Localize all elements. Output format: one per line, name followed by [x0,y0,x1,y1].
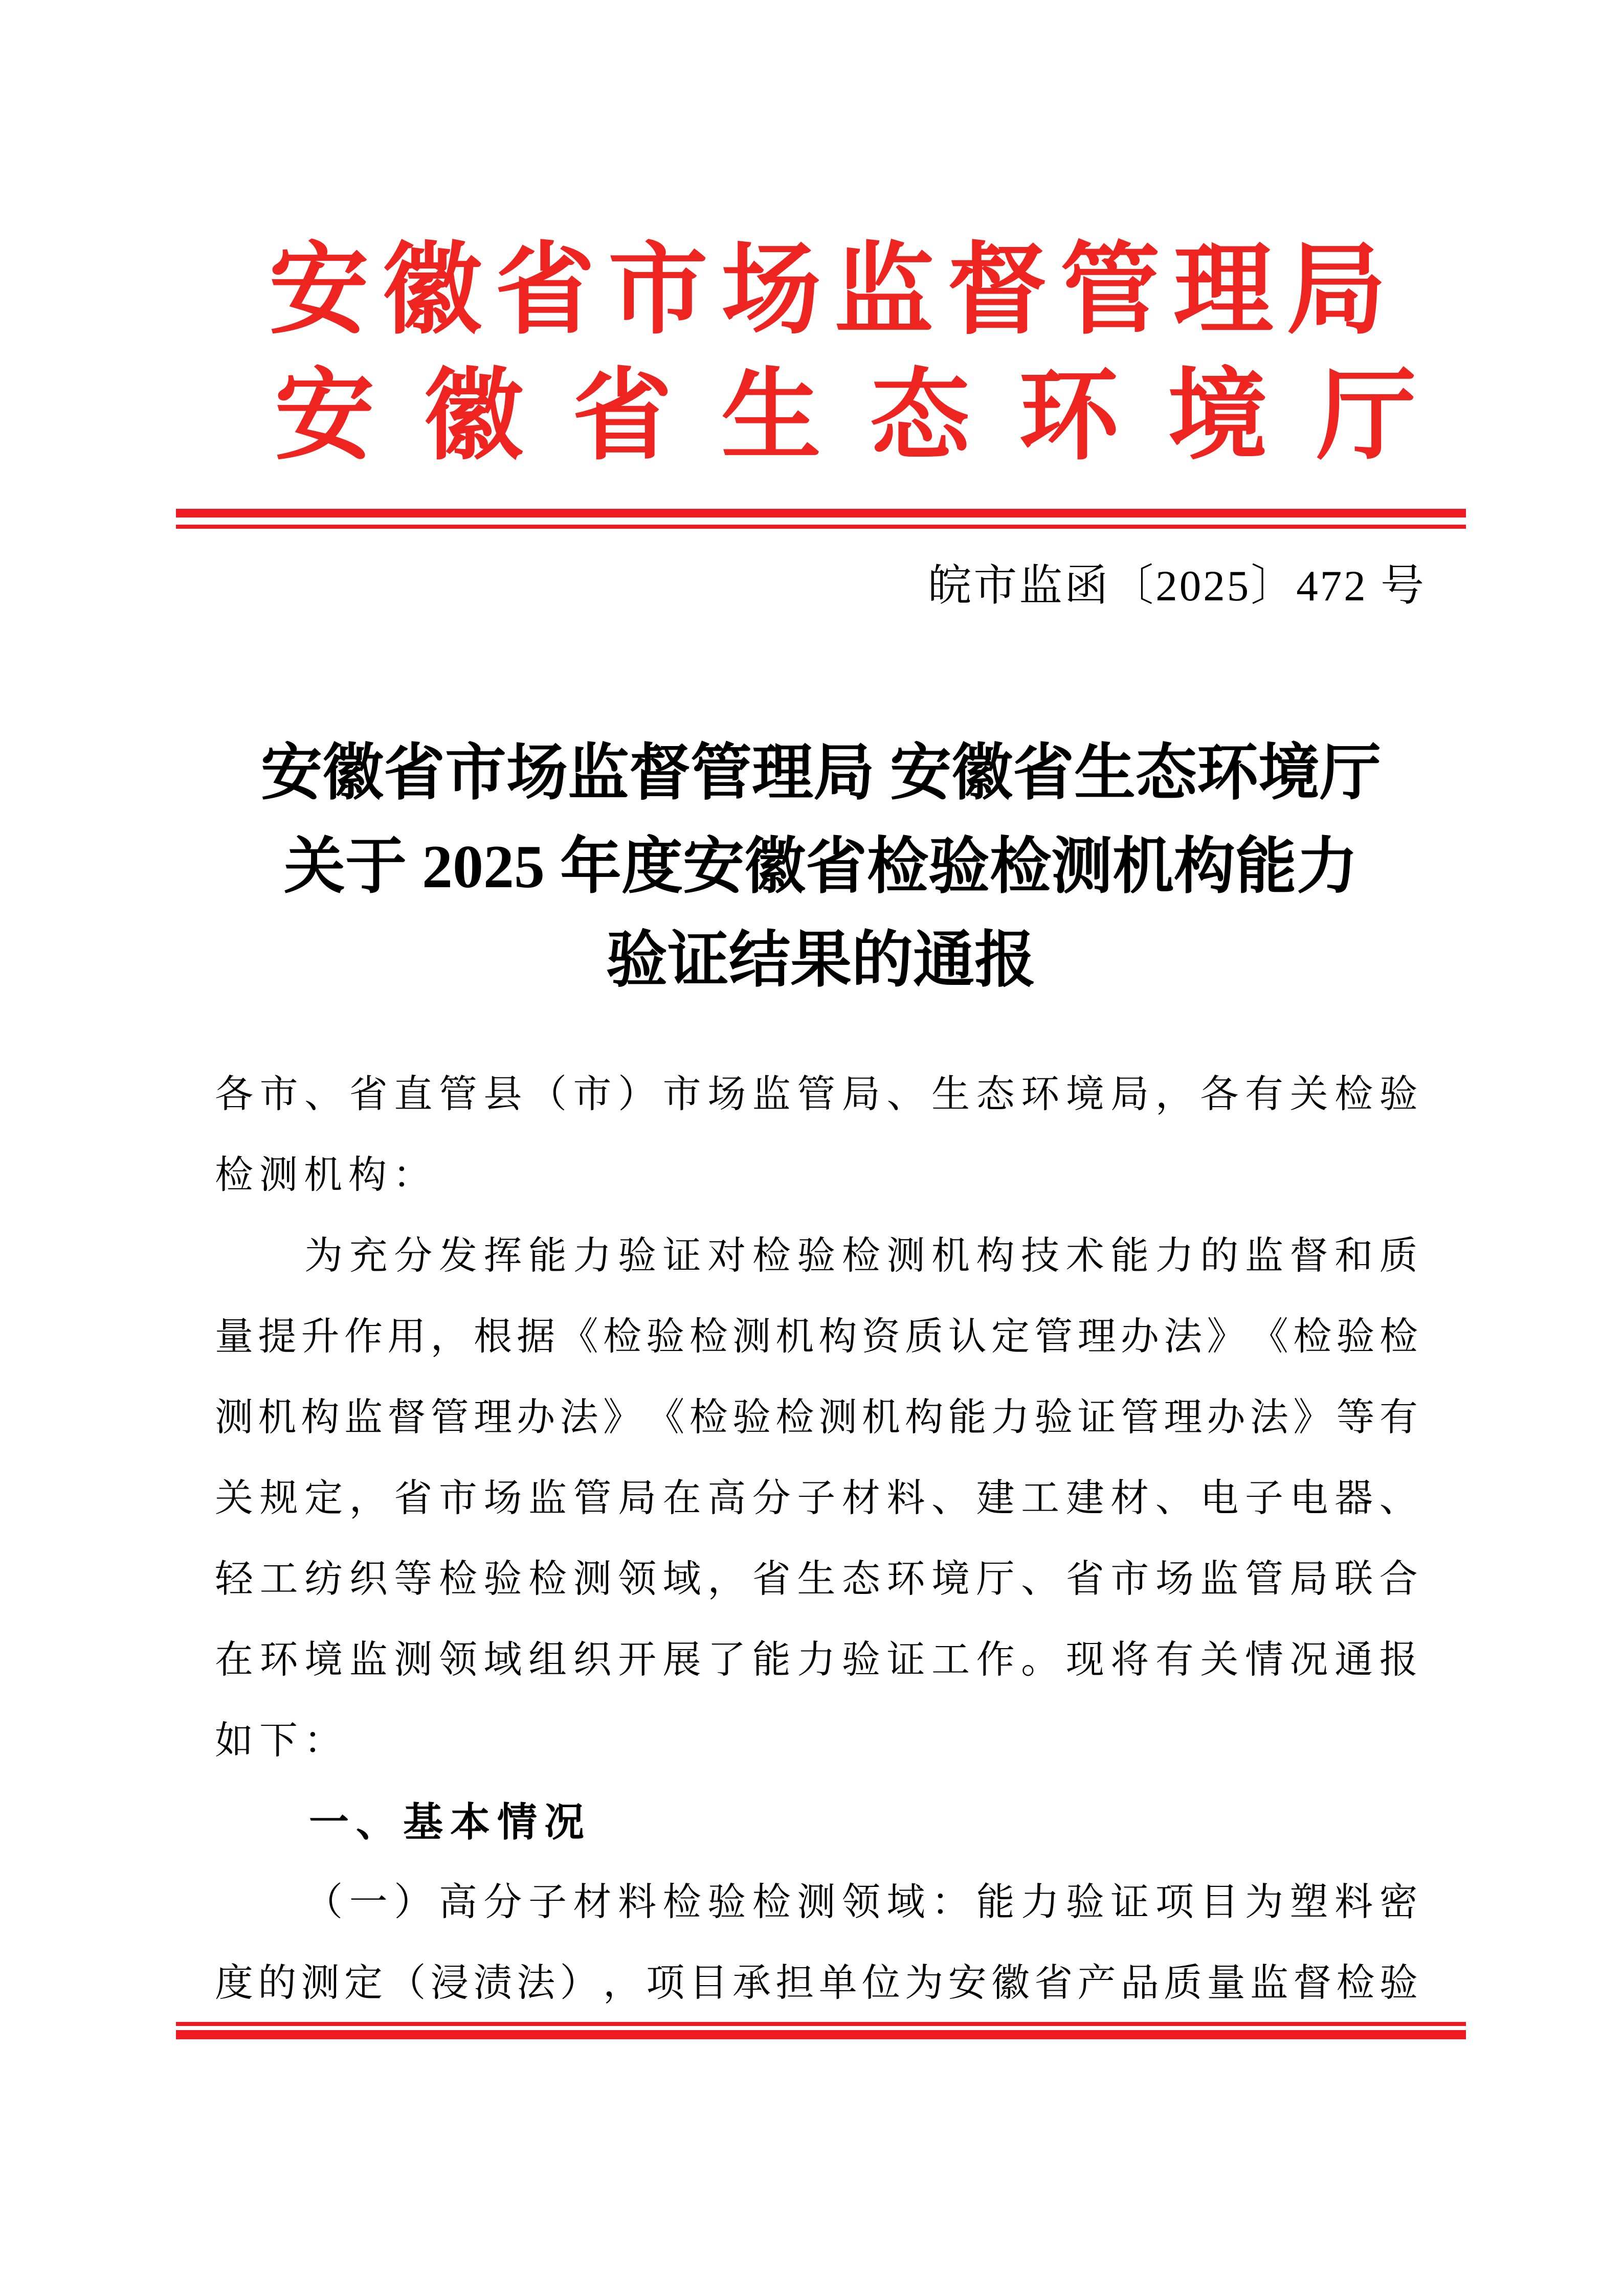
document-content [176,0,1466,2296]
body-line: 如下： [215,1720,349,1762]
body-line: 量 提 升 作 用 ， 根 据 《 检 验 检 测 机 构 资 质 认 定 管 理 办 法 》 《 检 验 检 [215,1316,1418,1358]
document-reference-number: 皖市监函〔2025〕472 号 [928,562,1426,610]
body-line: 在 环 境 监 测 领 域 组 织 开 展 了 能 力 验 证 工 作 。 现 将 有 关 情 况 通 报 [215,1639,1418,1681]
body-line-salutation-2: 检测机构： [215,1154,438,1197]
document-body [215,1054,1418,2024]
red-separator-bottom-thick [176,2030,1466,2039]
body-line: 轻 工 纺 织 等 检 验 检 测 领 域 ， 省 生 态 环 境 厅 、 省 市 场 监 管 局 联 合 [215,1558,1418,1601]
section-heading-basic-info: 一、基本情况 [215,1799,592,1844]
body-line: 度 的 测 定 （ 浸 渍 法 ） ， 项 目 承 担 单 位 为 安 徽 省 产 品 质 量 监 督 检 验 [215,1962,1418,2005]
red-separator-bottom-thin [176,2022,1466,2026]
letterhead-agency-line-1: 安徽省市场监督管理局 [269,236,1399,346]
body-line: 测 机 构 监 督 管 理 办 法 》 《 检 验 检 测 机 构 能 力 验 证 管 理 办 法 》 等 有 [215,1397,1418,1439]
letterhead-agency-line-2: 安徽省生态环境厅 [275,362,1465,472]
document-title [176,726,1466,1007]
body-line-salutation-1: 各 市 、 省 直 管 县 （ 市 ） 市 场 监 管 局 、 生 态 环 境 局 ， 各 有 关 检 验 [215,1073,1418,1116]
red-separator-top-thin [176,525,1466,529]
body-line: 为 充 分 发 挥 能 力 验 证 对 检 验 检 测 机 构 技 术 能 力 的 监 督 和 质 [304,1235,1418,1277]
title-line-1: 安徽省市场监督管理局 安徽省生态环境厅 [261,739,1381,807]
body-line: 关 规 定 ， 省 市 场 监 管 局 在 高 分 子 材 料 、 建 工 建 材 、 电 子 电 器 、 [215,1477,1418,1520]
title-line-2: 关于 2025 年度安徽省检验检测机构能力 [284,832,1358,901]
body-line: （ 一 ） 高 分 子 材 料 检 验 检 测 领 域 ： 能 力 验 证 项 目 为 塑 料 密 [304,1881,1418,1924]
title-line-3: 验证结果的通报 [606,926,1036,994]
red-separator-top-thick [176,509,1466,517]
